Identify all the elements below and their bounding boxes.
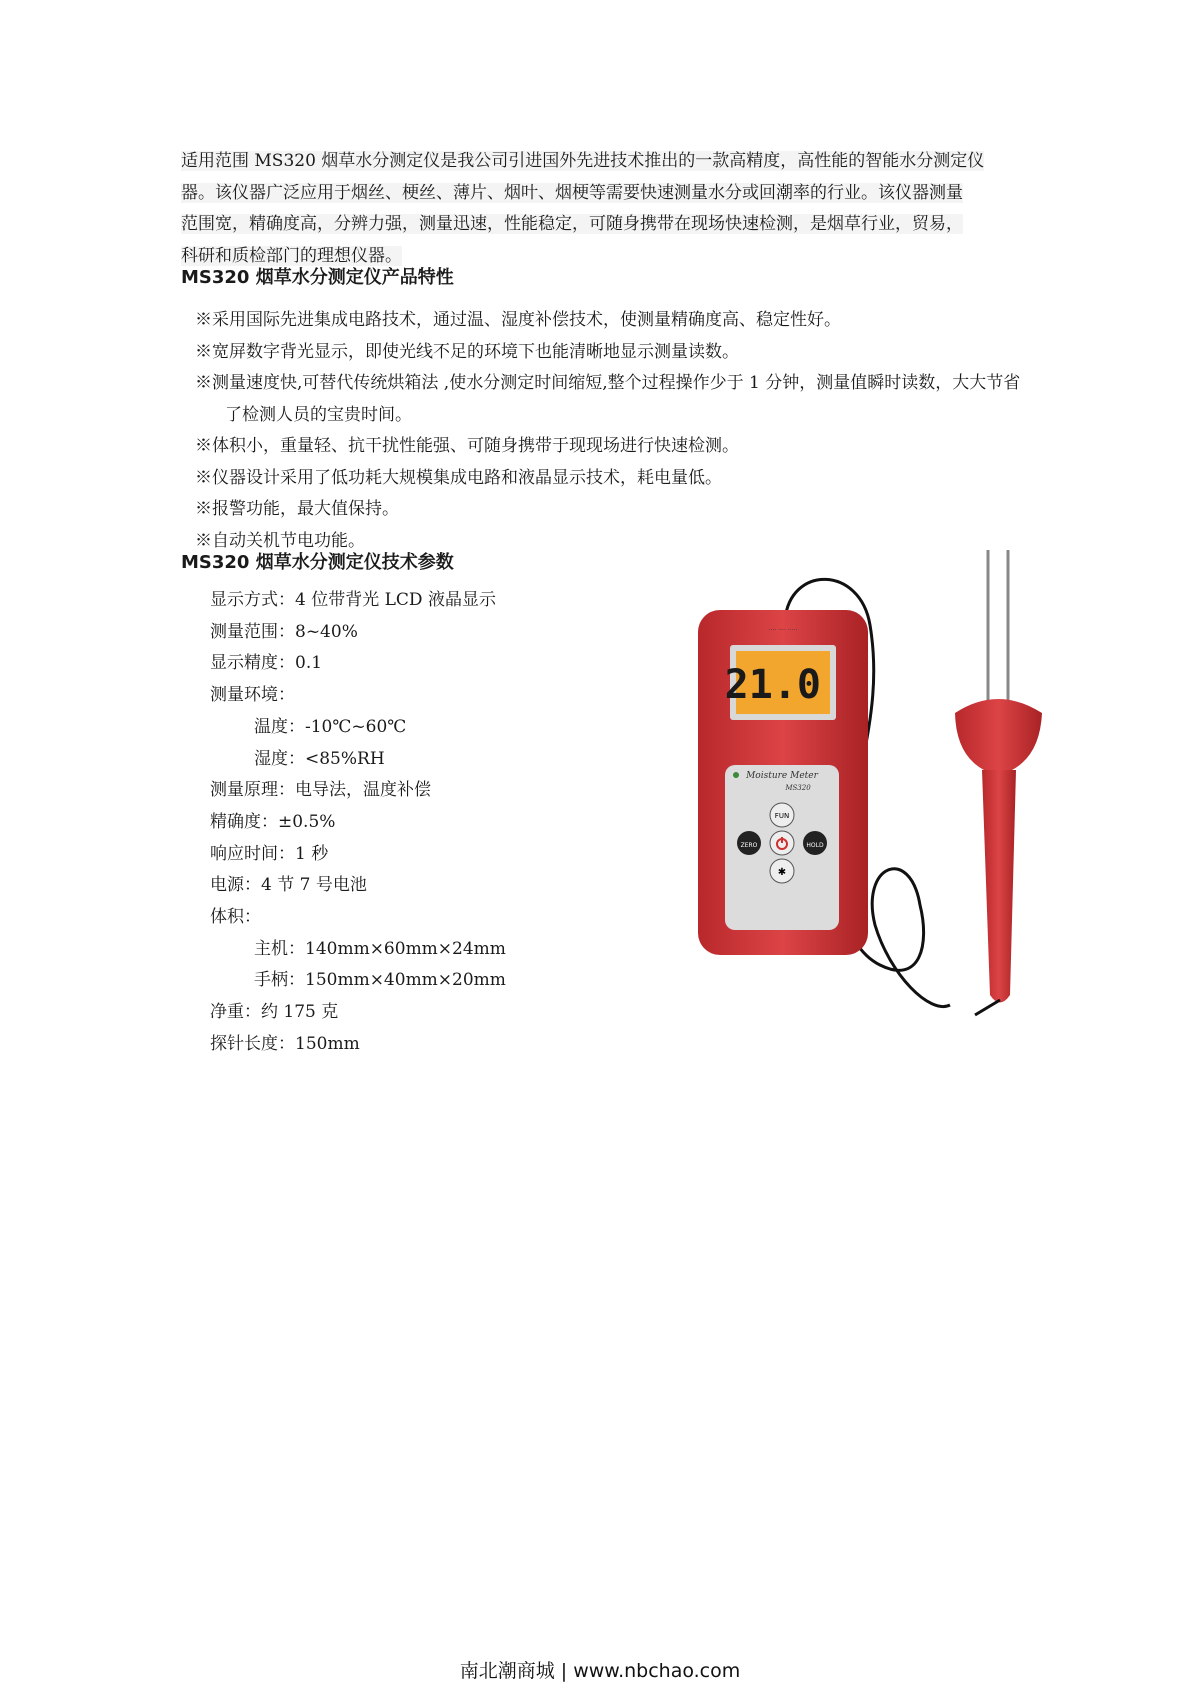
intro-line: 范围宽，精确度高，分辨力强，测量迅速，性能稳定，可随身携带在现场快速检测，是烟草行业，贸易， bbox=[181, 214, 963, 234]
feature-item: ※体积小，重量轻、抗干扰性能强、可随身携带于现现场进行快速检测。 bbox=[195, 436, 739, 456]
spec-item: 测量环境： bbox=[210, 685, 295, 706]
spec-subitem: 温度：-10℃~60℃ bbox=[254, 716, 407, 737]
svg-text:HOLD: HOLD bbox=[806, 842, 824, 849]
status-led bbox=[733, 772, 739, 778]
feature-item: ※自动关机节电功能。 bbox=[195, 530, 365, 551]
moisture-meter-photo bbox=[690, 545, 1070, 1085]
spec-subitem: 主机：140mm×60mm×24mm bbox=[254, 938, 506, 959]
fun-button bbox=[770, 803, 794, 827]
svg-text:···· ···· ·····: ···· ···· ····· bbox=[768, 627, 798, 634]
feature-item: ※仪器设计采用了低功耗大规模集成电路和液晶显示技术，耗电量低。 bbox=[195, 467, 722, 488]
brand-label: Moisture Meter bbox=[746, 771, 818, 781]
spec-item: 显示精度：0.1 bbox=[210, 653, 323, 674]
spec-item: 电源：4 节 7 号电池 bbox=[210, 875, 367, 896]
feature-item: ※报警功能，最大值保持。 bbox=[195, 499, 399, 519]
feature-item: ※测量速度快,可替代传统烘箱法 ,使水分测定时间缩短,整个过程操作少于 1 分钟，测量值瞬时读数，大大节省了检测人员的宝贵时间。 bbox=[195, 373, 1021, 425]
meter-body bbox=[698, 610, 868, 955]
intro-line: 器。该仪器广泛应用于烟丝、梗丝、薄片、烟叶、烟梗等需要快速测量水分或回潮率的行业。该仪器测量 bbox=[181, 182, 963, 203]
feature-item: ※宽屏数字背光显示，即使光线不足的环境下也能清晰地显示测量读数。 bbox=[195, 341, 739, 362]
feature-item: ※采用国际先进集成电路技术，通过温、湿度补偿技术，使测量精确度高、稳定性好。 bbox=[195, 310, 841, 330]
zero-button bbox=[737, 831, 761, 855]
intro-line: 科研和质检部门的理想仪器。 bbox=[181, 245, 402, 266]
intro-line: 适用范围 MS320 烟草水分测定仪是我公司引进国外先进技术推出的一款高精度，高性能的智能水分测定仪 bbox=[181, 151, 985, 171]
intro-paragraph bbox=[181, 146, 1021, 272]
probe-handle bbox=[955, 550, 1042, 1015]
spec-item: 精确度：±0.5% bbox=[210, 811, 336, 832]
hold-button bbox=[803, 831, 827, 855]
lcd-reading: 21.0 bbox=[724, 662, 821, 708]
spec-item: 测量范围：8~40% bbox=[210, 621, 358, 642]
spec-item: 体积： bbox=[210, 907, 261, 928]
spec-item: 净重：约 175 克 bbox=[210, 1002, 339, 1023]
model-label: MS320 bbox=[785, 784, 811, 792]
spec-subitem: 手柄：150mm×40mm×20mm bbox=[254, 970, 506, 991]
spec-item: 探针长度：150mm bbox=[210, 1033, 360, 1054]
power-button bbox=[770, 831, 794, 855]
svg-text:FUN: FUN bbox=[774, 812, 790, 820]
features-heading: MS320 烟草水分测定仪产品特性 bbox=[181, 267, 454, 288]
backlight-button bbox=[770, 859, 794, 883]
features-list bbox=[195, 305, 1030, 557]
footer: 南北潮商城 | www.nbchao.com bbox=[459, 1660, 741, 1682]
spec-subitem: 湿度：<85%RH bbox=[254, 748, 385, 769]
spec-item: 测量原理：电导法，温度补偿 bbox=[210, 780, 431, 801]
specs-heading: MS320 烟草水分测定仪技术参数 bbox=[181, 552, 454, 573]
spec-item: 响应时间：1 秒 bbox=[210, 843, 329, 864]
specs-list bbox=[210, 585, 506, 1061]
svg-text:✱: ✱ bbox=[777, 867, 787, 878]
svg-text:ZERO: ZERO bbox=[740, 842, 758, 849]
spec-item: 显示方式：4 位带背光 LCD 液晶显示 bbox=[210, 590, 496, 610]
